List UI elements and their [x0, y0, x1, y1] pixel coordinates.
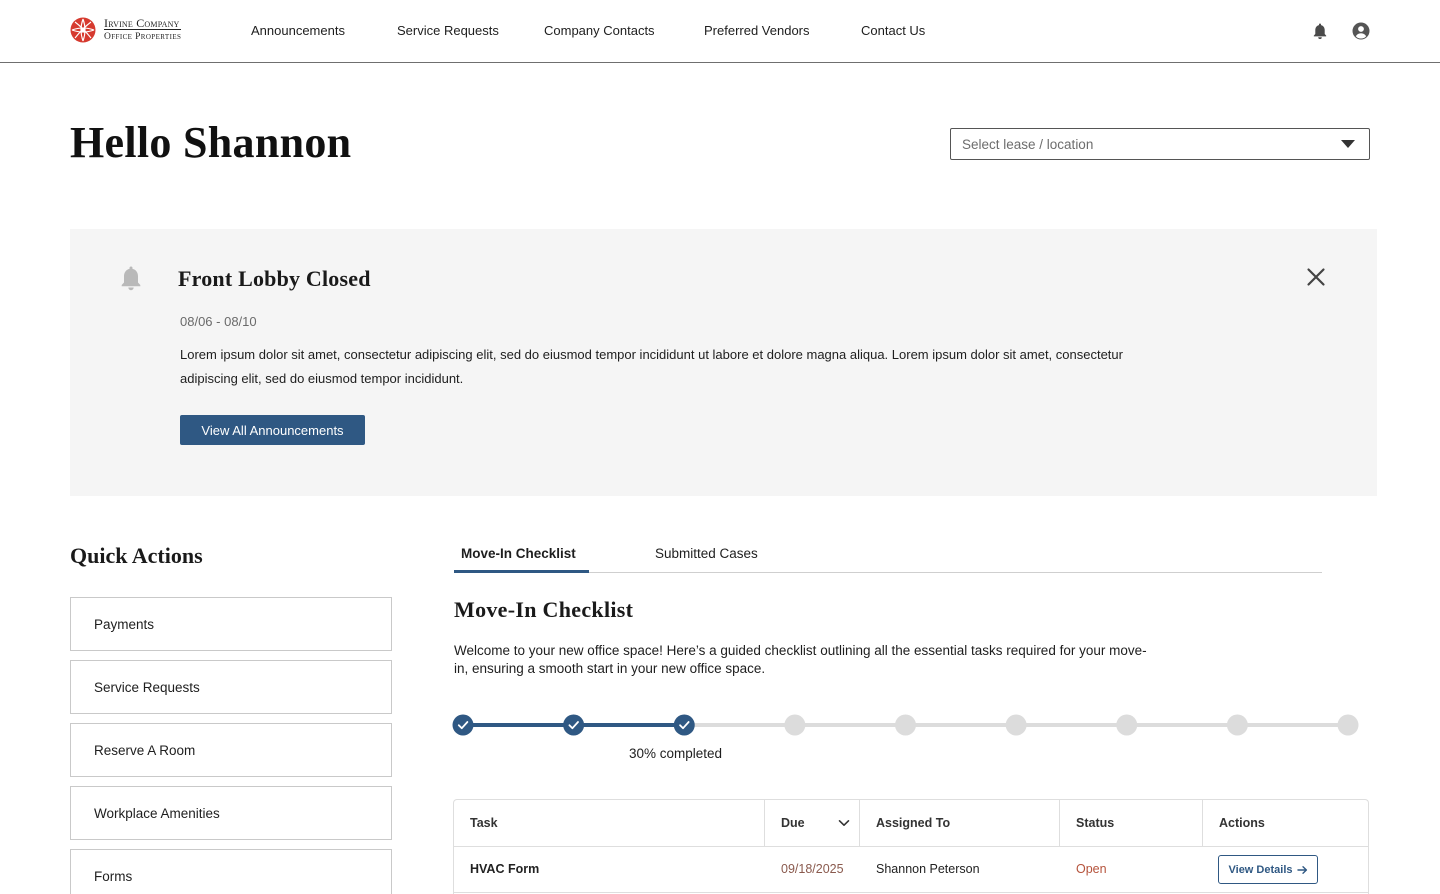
checklist-title: Move-In Checklist [454, 597, 634, 622]
progress-label: 30% completed [629, 746, 723, 761]
table-row-divider [454, 892, 1368, 893]
announcement-date-range: 08/06 - 08/10 [180, 314, 257, 329]
cell-due: 09/18/2025 [781, 862, 844, 876]
nav-item-company-contacts[interactable]: Company Contacts [544, 23, 655, 38]
brand-name-line2: Office Properties [104, 29, 181, 43]
cell-assigned-to: Shannon Peterson [876, 862, 980, 876]
quick-action-label: Service Requests [94, 680, 200, 695]
quick-action-forms[interactable] [70, 849, 392, 894]
column-header-label: Status [1076, 816, 1115, 830]
quick-action-label: Reserve A Room [94, 743, 196, 758]
brand-logo-icon [70, 17, 96, 43]
checklist-progress-stepper [452, 712, 1362, 738]
nav-item-preferred-vendors[interactable]: Preferred Vendors [704, 23, 810, 38]
table-header-divider [454, 846, 1368, 847]
checklist-description: Welcome to your new office space! Here’s a guided checklist outlining all the essential tasks required for your move-in, ensuring a smooth start in your new office space. [454, 643, 1147, 676]
quick-action-label: Forms [94, 869, 133, 884]
cell-status: Open [1076, 862, 1107, 876]
column-header-assigned-to [860, 800, 1060, 846]
progress-step-pending [1116, 715, 1137, 736]
top-navigation-bar [0, 0, 1440, 63]
progress-step-completed [674, 715, 695, 736]
chevron-down-icon[interactable] [838, 817, 850, 829]
lease-location-select[interactable] [950, 128, 1370, 160]
bell-icon[interactable] [1311, 22, 1329, 40]
tab-move-in-checklist[interactable]: Move-In Checklist [461, 546, 576, 561]
page-greeting: Hello Shannon [70, 118, 352, 167]
column-header-label: Due [781, 816, 805, 830]
bell-icon [117, 264, 145, 292]
progress-step-completed [453, 715, 474, 736]
quick-action-label: Workplace Amenities [94, 806, 220, 821]
nav-item-announcements[interactable]: Announcements [251, 23, 345, 38]
quick-action-service-requests[interactable] [70, 660, 392, 714]
quick-action-workplace-amenities[interactable] [70, 786, 392, 840]
column-header-label: Actions [1219, 816, 1265, 830]
column-header-status [1060, 800, 1203, 846]
brand-logo[interactable] [70, 17, 181, 43]
progress-step-pending [784, 715, 805, 736]
user-circle-icon[interactable] [1352, 22, 1370, 40]
brand-name-line1: Irvine Company [104, 16, 180, 30]
column-header-label: Task [470, 816, 498, 830]
brand-wordmark [104, 17, 181, 43]
tab-submitted-cases[interactable]: Submitted Cases [655, 546, 758, 561]
view-details-label: View Details [1228, 863, 1293, 876]
quick-action-label: Payments [94, 617, 155, 632]
column-header-actions [1203, 800, 1368, 846]
quick-action-payments[interactable] [70, 597, 392, 651]
announcement-body: Lorem ipsum dolor sit amet, consectetur adipiscing elit, sed do eiusmod tempor incididunt ut labore et dolore magna aliqua. Lorem ipsum dolor sit amet, consectetur adipiscing elit, sed do eiusmod tempor incididunt. [180, 347, 1123, 386]
view-all-announcements-button[interactable]: View All Announcements [180, 415, 365, 445]
column-header-task [454, 800, 765, 846]
progress-step-pending [1338, 715, 1359, 736]
column-header-due[interactable] [765, 800, 860, 846]
view-details-button[interactable] [1218, 855, 1318, 884]
arrow-right-icon [1297, 865, 1308, 875]
close-icon[interactable] [1306, 267, 1326, 287]
progress-step-pending [895, 715, 916, 736]
nav-item-service-requests[interactable]: Service Requests [397, 23, 499, 38]
caret-down-icon [1341, 140, 1355, 148]
progress-step-pending [1227, 715, 1248, 736]
checklist-table [453, 799, 1369, 894]
announcement-banner [70, 229, 1377, 496]
active-tab-indicator [454, 570, 589, 573]
quick-actions-title: Quick Actions [70, 543, 203, 568]
quick-action-reserve-a-room[interactable] [70, 723, 392, 777]
progress-step-pending [1006, 715, 1027, 736]
lease-select-placeholder: Select lease / location [962, 137, 1094, 152]
progress-step-completed [563, 715, 584, 736]
announcement-title: Front Lobby Closed [178, 266, 371, 291]
column-header-label: Assigned To [876, 816, 951, 830]
nav-item-contact-us[interactable]: Contact Us [861, 23, 926, 38]
cell-task: HVAC Form [470, 862, 540, 876]
